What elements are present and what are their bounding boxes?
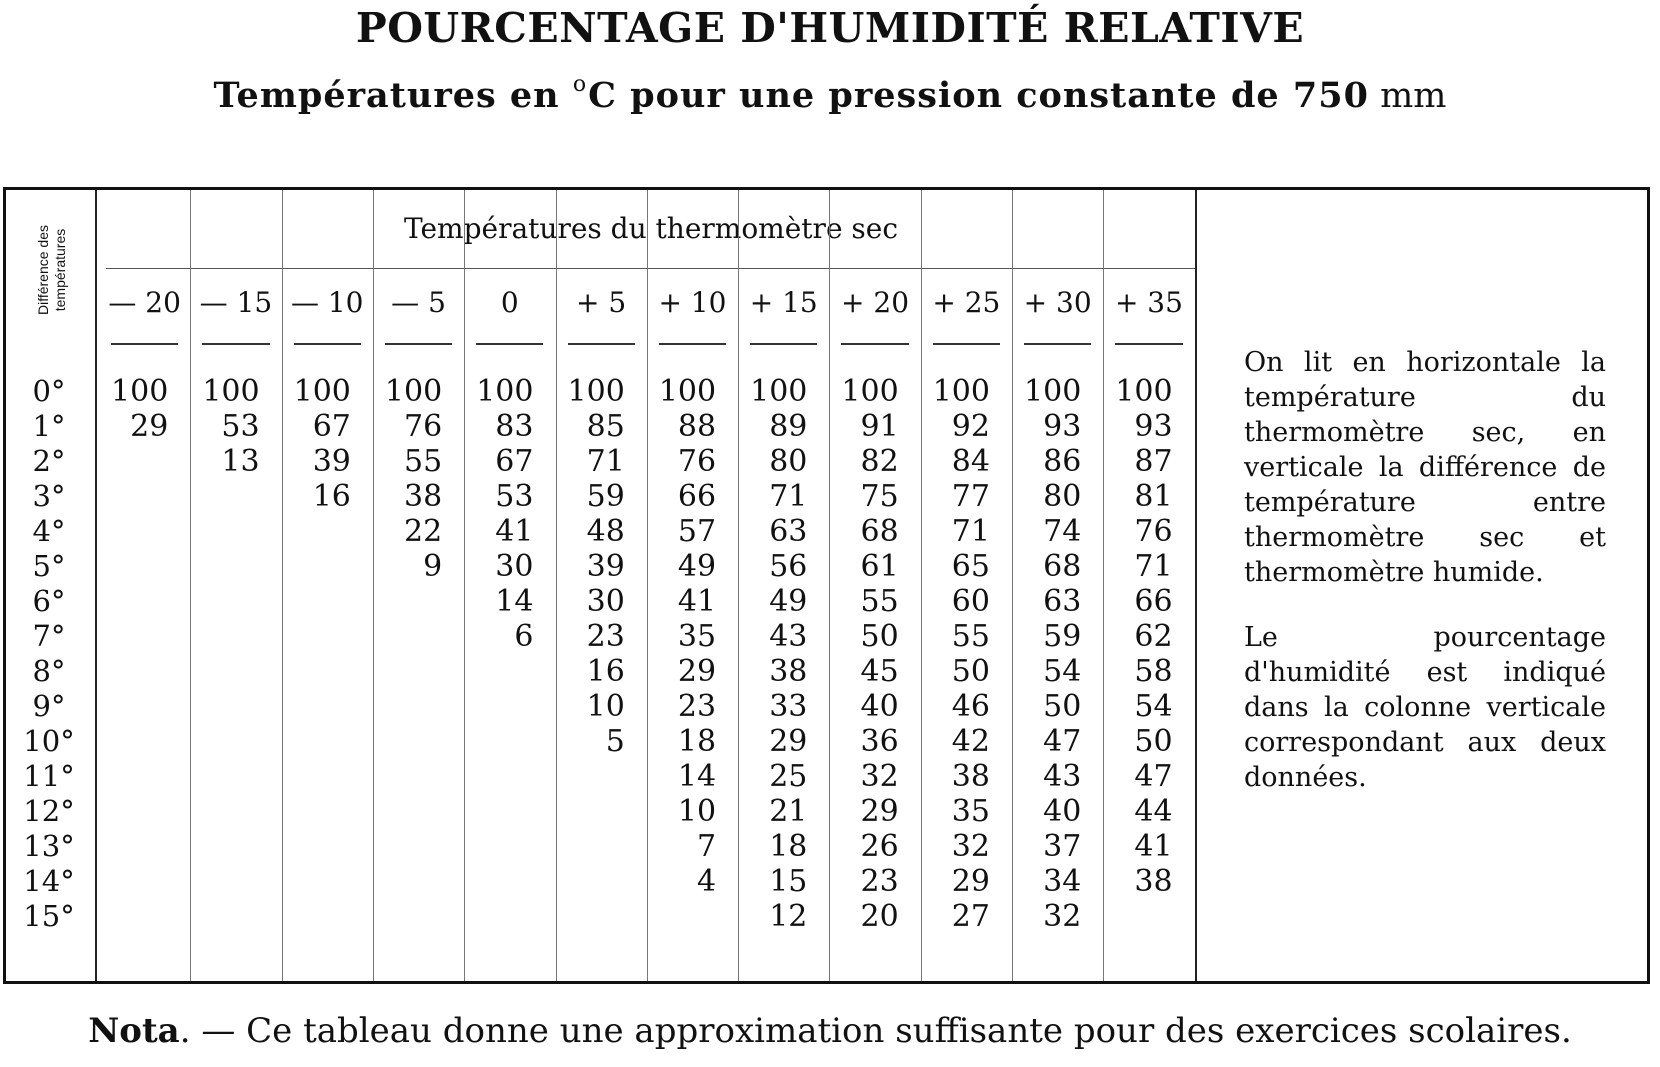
top-header-label: Températures du thermomètre sec: [403, 212, 899, 245]
table-cell: 41: [1134, 829, 1173, 864]
table-cell: 23: [677, 689, 717, 724]
table-cell: 32: [1043, 899, 1082, 934]
table-cell: 38: [404, 479, 443, 514]
table-cell: 20: [860, 899, 899, 934]
notes-divider: [1195, 190, 1197, 981]
row-label: 15°: [23, 899, 75, 933]
table-cell: 22: [404, 514, 443, 549]
table-cell: 26: [860, 829, 899, 864]
table-cell: 50: [951, 654, 990, 689]
table-cell: 40: [860, 689, 899, 724]
table-cell: 55: [860, 584, 899, 619]
column-header-underline: [1024, 343, 1091, 345]
table-cell: 49: [677, 549, 717, 584]
row-label: 4°: [32, 514, 66, 548]
footer-bold: Nota: [88, 1011, 180, 1051]
table-cell: 27: [951, 899, 990, 934]
table-cell: 53: [221, 409, 260, 444]
row-label: 2°: [32, 444, 66, 478]
side-header: [6, 190, 98, 345]
page-subtitle: [0, 72, 1660, 116]
table-cell: 55: [404, 444, 443, 479]
table-cell: 62: [1134, 619, 1173, 654]
row-label: 12°: [23, 794, 75, 828]
row-label: 7°: [32, 619, 66, 653]
table-cell: 6: [514, 619, 534, 654]
table-cell: 30: [495, 549, 534, 584]
column-header-underline: [750, 343, 817, 345]
table-cell: 41: [495, 514, 534, 549]
table-cell: 32: [860, 759, 899, 794]
table-cell: 54: [1134, 689, 1173, 724]
table-cell: 75: [860, 479, 899, 514]
table-cell: 93: [1134, 409, 1173, 444]
table-cell: 80: [769, 444, 808, 479]
table-cell: 14: [677, 759, 717, 794]
table-cell: 38: [1134, 864, 1173, 899]
table-cell: 44: [1134, 794, 1173, 829]
row-label: 8°: [32, 654, 66, 688]
column-header-underline: [659, 343, 726, 345]
table-cell: 7: [697, 829, 717, 864]
table-cell: 71: [1134, 549, 1173, 584]
table-cell: 18: [677, 724, 717, 759]
table-cell: 100: [293, 374, 351, 409]
table-cell: 21: [769, 794, 808, 829]
table-cell: 57: [677, 514, 717, 549]
table-cell: 4: [697, 864, 717, 899]
table-cell: 59: [1043, 619, 1082, 654]
column-header-underline: [385, 343, 452, 345]
side-header-label: Différence des températures: [35, 225, 68, 316]
table-cell: 41: [677, 584, 717, 619]
table-cell: 100: [932, 374, 990, 409]
table-cell: 66: [677, 479, 717, 514]
table-cell: 76: [1134, 514, 1173, 549]
table-cell: 68: [860, 514, 899, 549]
column-header-underline: [111, 343, 178, 345]
table-cell: 67: [495, 444, 534, 479]
column-header-underline: [568, 343, 635, 345]
table-cell: 18: [769, 829, 808, 864]
table-cell: 50: [1043, 689, 1082, 724]
table-cell: 100: [658, 374, 717, 409]
column-header: + 25: [932, 286, 1001, 319]
row-label: 9°: [32, 689, 66, 723]
table-cell: 49: [769, 584, 808, 619]
column-header: + 20: [841, 286, 910, 319]
table-cell: 9: [423, 549, 443, 584]
table-cell: 66: [1134, 584, 1173, 619]
table-cell: 38: [951, 759, 990, 794]
table-cell: 47: [1134, 759, 1173, 794]
table-cell: 35: [677, 619, 717, 654]
table-cell: 16: [312, 479, 351, 514]
row-label: 11°: [23, 759, 75, 793]
table-cell: 42: [951, 724, 990, 759]
table-cell: 100: [202, 374, 260, 409]
table-cell: 89: [769, 409, 808, 444]
table-cell: 100: [476, 374, 534, 409]
table-cell: 35: [951, 794, 990, 829]
table-cell: 88: [677, 409, 717, 444]
table-cell: 34: [1043, 864, 1082, 899]
column-header-underline: [202, 343, 269, 345]
table-cell: 54: [1043, 654, 1082, 689]
table-cell: 92: [951, 409, 990, 444]
table-cell: 25: [769, 759, 808, 794]
table-cell: 12: [769, 899, 808, 934]
table-cell: 87: [1134, 444, 1173, 479]
table-cell: 43: [769, 619, 808, 654]
header-divider: [106, 268, 1196, 269]
note-paragraph-1: On lit en horizontale la température du thermomètre sec, en verticale la différence de température entre thermomètre sec et thermomètre humide.: [1244, 347, 1606, 588]
table-cell: 60: [951, 584, 990, 619]
table-cell: 39: [586, 549, 625, 584]
column-header: — 10: [290, 286, 364, 319]
table-cell: 80: [1043, 479, 1082, 514]
column-header: — 20: [108, 286, 181, 319]
table-cell: 10: [677, 794, 717, 829]
table-cell: 45: [860, 654, 899, 689]
table-cell: 48: [586, 514, 625, 549]
footer-note: [0, 1011, 1660, 1051]
table-cell: 43: [1043, 759, 1082, 794]
table-cell: 100: [567, 374, 625, 409]
table-cell: 50: [1134, 724, 1173, 759]
table-cell: 29: [677, 654, 717, 689]
table-cell: 37: [1043, 829, 1082, 864]
table-cell: 46: [951, 689, 990, 724]
table-cell: 47: [1043, 724, 1082, 759]
subtitle-text-1: Températures en: [213, 75, 573, 116]
page-title: POURCENTAGE D'HUMIDITÉ RELATIVE: [355, 4, 1305, 52]
table-cell: 29: [130, 409, 169, 444]
column-header: — 5: [391, 286, 446, 319]
table-cell: 39: [312, 444, 351, 479]
column-header: + 35: [1114, 286, 1183, 319]
column-header: + 30: [1023, 286, 1092, 319]
table-cell: 10: [586, 689, 625, 724]
column-header-underline: [1115, 343, 1182, 345]
column-header: 0: [500, 286, 519, 319]
humidity-table: [3, 187, 1650, 984]
table-cell: 36: [860, 724, 899, 759]
table-cell: 63: [1043, 584, 1082, 619]
row-label: 5°: [32, 549, 66, 583]
column-header-underline: [841, 343, 908, 345]
table-cell: 53: [495, 479, 534, 514]
table-cell: 59: [586, 479, 625, 514]
table-cell: 83: [495, 409, 534, 444]
table-cell: 81: [1134, 479, 1173, 514]
table-cell: 5: [605, 724, 625, 759]
table-cell: 56: [769, 549, 808, 584]
table-cell: 71: [586, 444, 625, 479]
note-paragraph-2: Le pourcentage d'humidité est indiqué dans la colonne verticale correspondant aux deux données.: [1244, 622, 1606, 793]
table-cell: 40: [1043, 794, 1082, 829]
subtitle-text-2: pour une pression constante de 750: [616, 75, 1369, 116]
table-cell: 29: [951, 864, 990, 899]
row-label: 14°: [23, 864, 75, 898]
table-cell: 50: [860, 619, 899, 654]
table-cell: 68: [1043, 549, 1082, 584]
table-cell: 100: [111, 374, 169, 409]
table-cell: 23: [586, 619, 625, 654]
column-header: — 15: [199, 286, 273, 319]
column-header-underline: [294, 343, 361, 345]
table-cell: 67: [312, 409, 351, 444]
table-cell: 86: [1043, 444, 1082, 479]
table-cell: 29: [860, 794, 899, 829]
table-cell: 58: [1134, 654, 1173, 689]
table-cell: 15: [769, 864, 808, 899]
subtitle-unit: C: [588, 75, 617, 116]
table-cell: 84: [951, 444, 990, 479]
table-cell: 100: [750, 374, 808, 409]
table-cell: 65: [951, 549, 990, 584]
table-cell: 63: [769, 514, 808, 549]
table-cell: 76: [677, 444, 717, 479]
row-label: 6°: [32, 584, 66, 618]
column-header: + 15: [749, 286, 818, 319]
table-cell: 100: [1115, 374, 1173, 409]
table-cell: 23: [860, 864, 899, 899]
footer-text: . — Ce tableau donne une approximation suffisante pour des exercices scolaires.: [179, 1011, 1572, 1051]
table-cell: 33: [769, 689, 808, 724]
table-cell: 76: [404, 409, 443, 444]
table-cell: 38: [769, 654, 808, 689]
table-cell: 71: [769, 479, 808, 514]
table-cell: 100: [1024, 374, 1082, 409]
table-cell: 55: [951, 619, 990, 654]
subtitle-mm: mm: [1380, 76, 1447, 116]
table-cell: 91: [860, 409, 899, 444]
table-cell: 30: [586, 584, 625, 619]
column-header-underline: [933, 343, 1000, 345]
row-label: 3°: [32, 479, 66, 513]
table-cell: 85: [586, 409, 625, 444]
row-label: 10°: [23, 724, 75, 758]
row-label-divider: [95, 190, 97, 981]
table-cell: 14: [495, 584, 534, 619]
table-cell: 82: [860, 444, 899, 479]
row-label: 1°: [32, 409, 66, 443]
table-cell: 13: [221, 444, 260, 479]
row-label: 0°: [32, 374, 66, 408]
degree-mark: o: [572, 72, 587, 97]
table-cell: 74: [1043, 514, 1082, 549]
table-cell: 100: [841, 374, 899, 409]
table-cell: 61: [860, 549, 899, 584]
table-cell: 93: [1043, 409, 1082, 444]
table-cell: 29: [769, 724, 808, 759]
column-header: + 5: [576, 286, 627, 319]
table-cell: 100: [384, 374, 443, 409]
table-cell: 32: [951, 829, 990, 864]
table-cell: 16: [586, 654, 625, 689]
row-label: 13°: [23, 829, 75, 863]
table-cell: 71: [951, 514, 990, 549]
column-header-underline: [476, 343, 543, 345]
table-cell: 77: [951, 479, 990, 514]
column-header: + 10: [658, 286, 727, 319]
